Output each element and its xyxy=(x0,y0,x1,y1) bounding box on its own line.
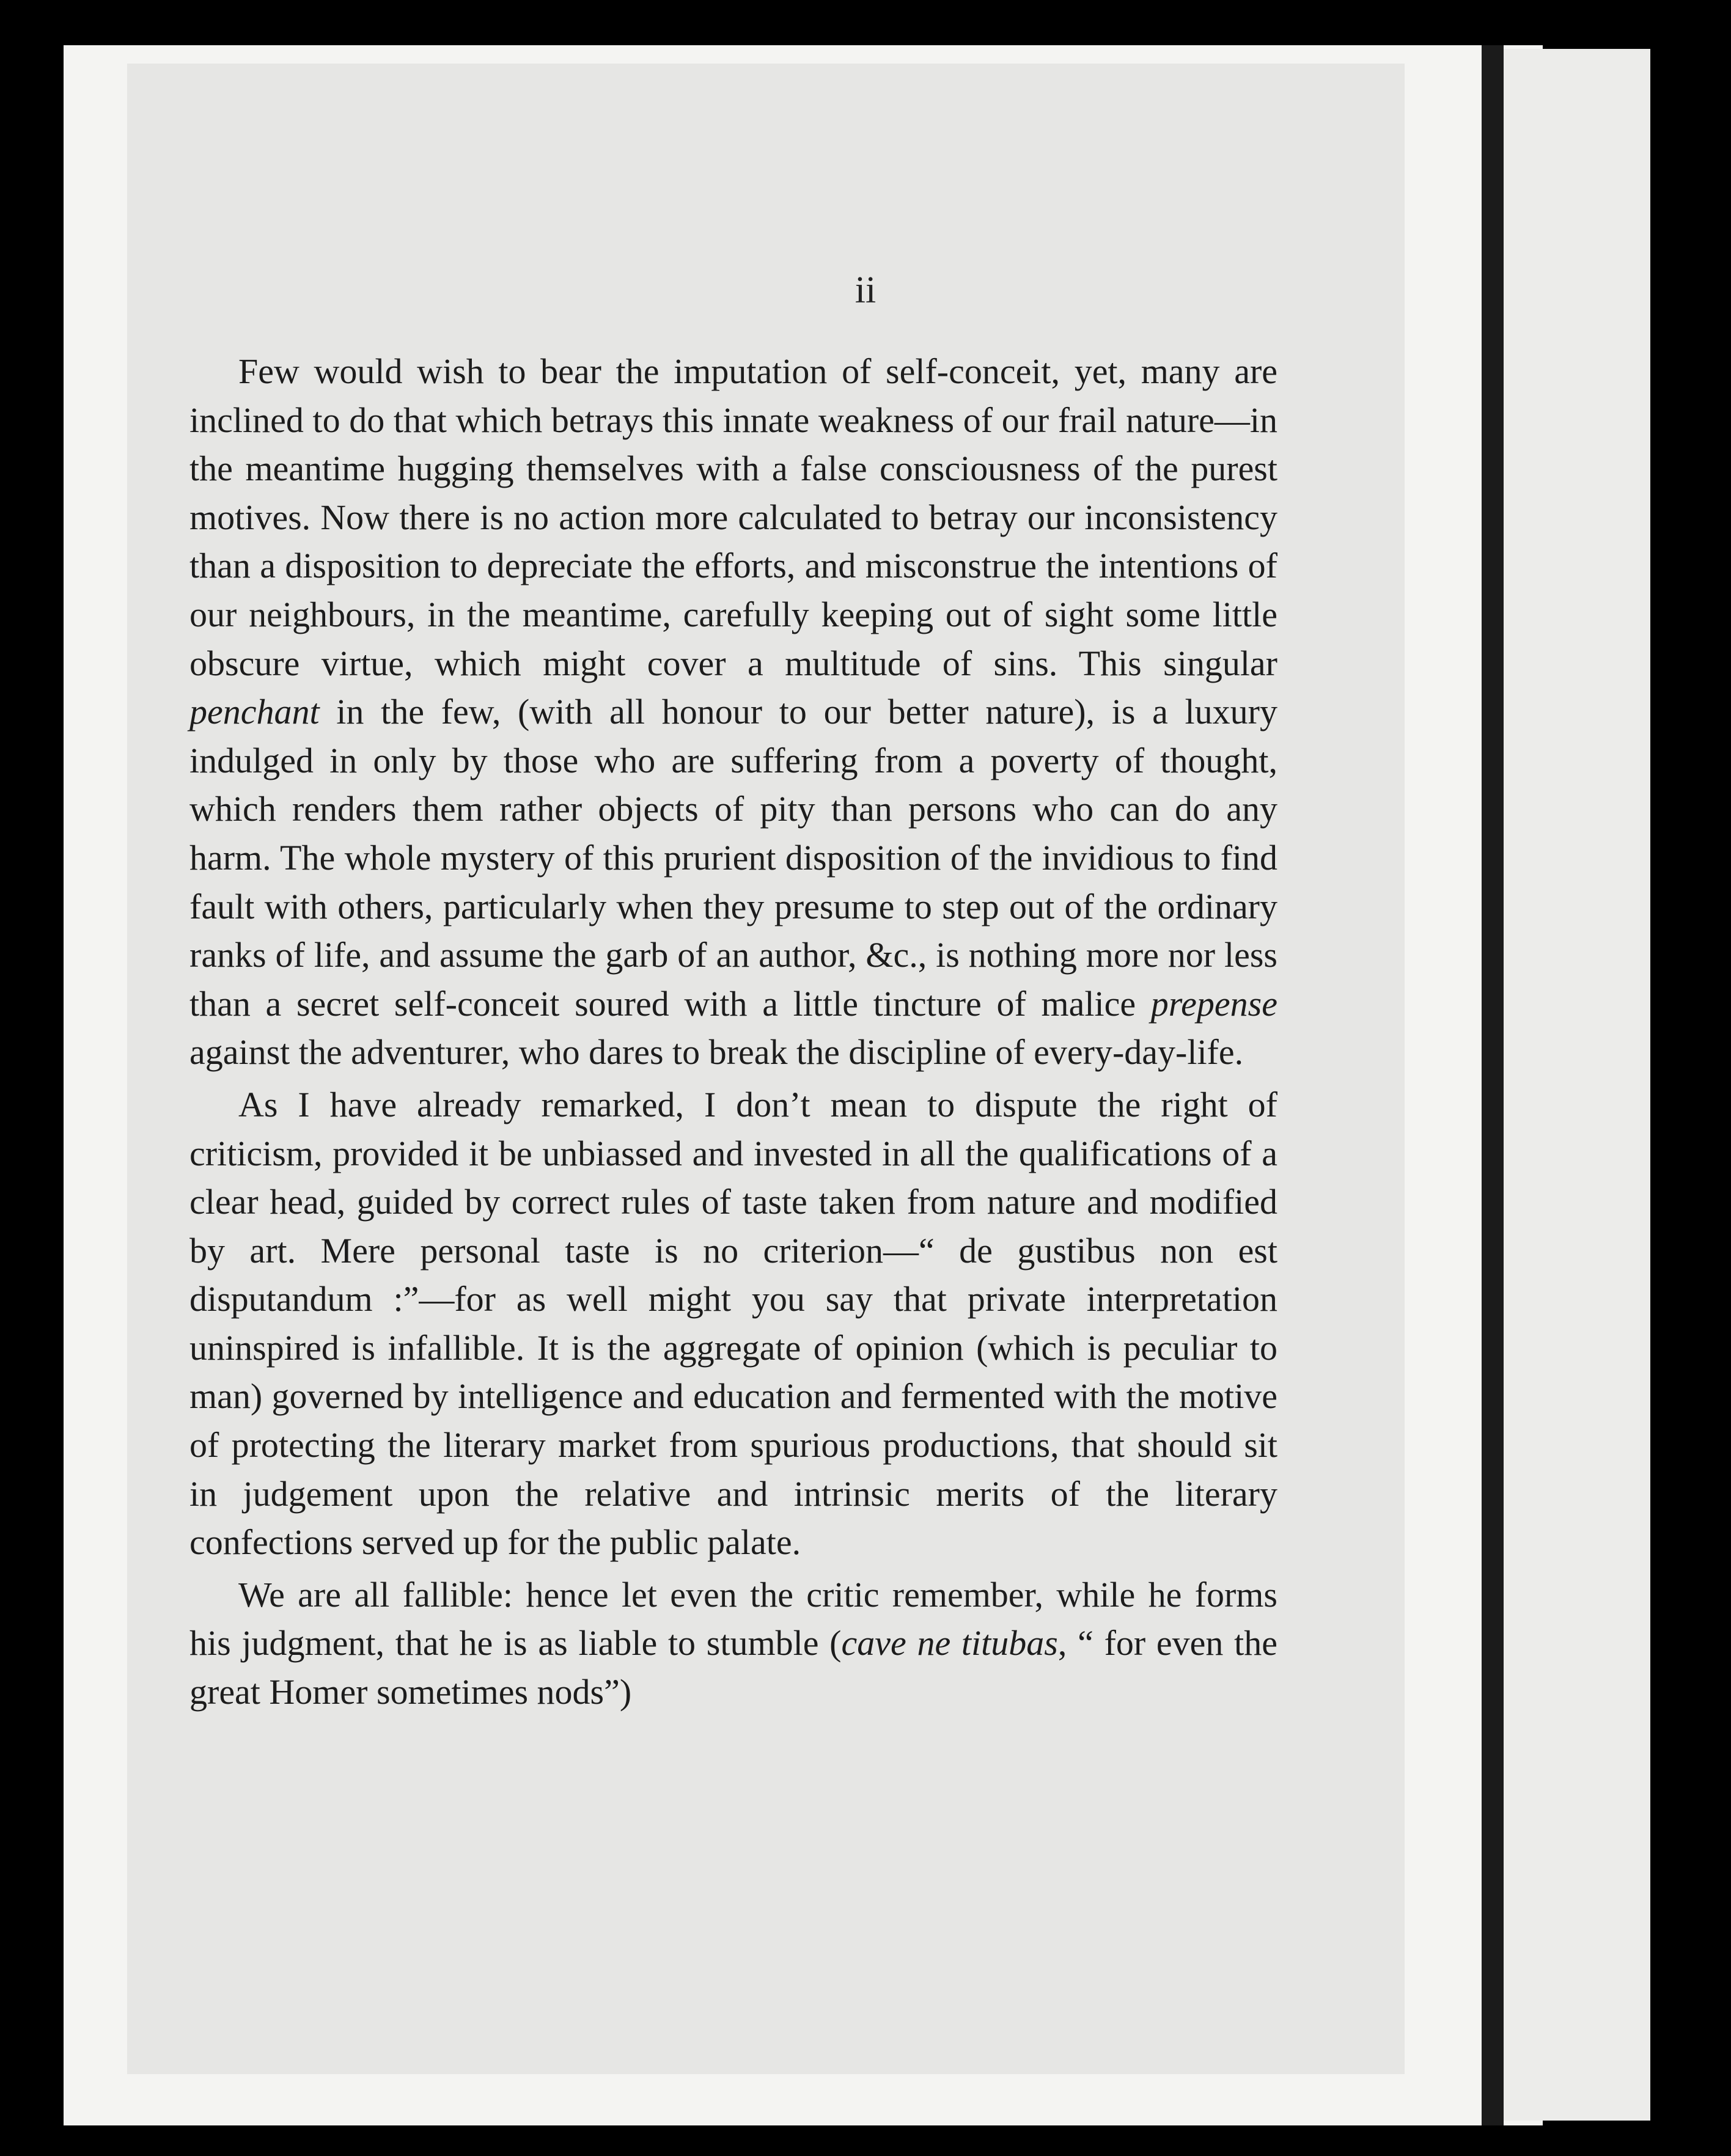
book-gutter xyxy=(1482,45,1504,2125)
text-run: , “ for even the great Homer sometimes nods”) xyxy=(189,1623,1278,1712)
facing-page-edge xyxy=(1504,49,1650,2121)
paragraph-3 xyxy=(189,1571,1277,1717)
italic-phrase: prepense xyxy=(1150,983,1277,1024)
body-text xyxy=(189,347,1277,1717)
text-run: As I have already remarked, I don’t mean to dispute the right of criticism, provided it be unbiassed and invested in all the qualifications of a clear head, guided by correct rules of taste taken from nature and modified by art. Mere personal taste is no criterion—“ de gustibus non est disputandum :”—for as well might you say that private interpretation uninspired is infallible. It is the aggregate of opinion (which is peculiar to man) governed by intelligence and education and fermented with the motive of protecting the literary market from spurious productions, that should sit in judgement upon the relative and intrinsic merits of the literary confections served up for the public palate. xyxy=(189,1084,1277,1563)
text-run: in the few, (with all honour to our better nature), is a luxury indulged in only by those who are suffering from a poverty of thought, which renders them rather objects of pity than persons who can do any harm. The whole mystery of this prurient disposition of the invidious to find fault with others, particularly when they presume to step out of the ordinary ranks of life, and assume the garb of an author, &c., is nothing more nor less than a secret self-conceit soured with a little tincture of malice xyxy=(189,692,1277,1024)
text-run: Few would wish to bear the imputation of self-conceit, yet, many are inclined to do that which betrays this innate weakness of our frail nature—in the meantime hugging themselves with a false consciousness of the purest motives. Now there is no action more calculated to betray our inconsistency than a disposition to depreciate the efforts, and misconstrue the intentions of our neighbours, in the meantime, carefully keeping out of sight some little obscure virtue, which might cover a multitude of sins. This singular xyxy=(189,351,1277,683)
italic-phrase: cave ne titubas xyxy=(841,1623,1058,1663)
scan-right-border xyxy=(1650,45,1731,2156)
text-run: We are all fallible: hence let even the critic remember, while he forms his judgment, that he is as liable to stumble ( xyxy=(189,1574,1277,1663)
paragraph-1 xyxy=(189,347,1277,1077)
text-run: against the adventurer, who dares to break the discipline of every-day-life. xyxy=(189,1032,1244,1072)
page-number: ii xyxy=(854,270,877,311)
paragraph-2 xyxy=(189,1080,1277,1567)
italic-phrase: penchant xyxy=(189,692,320,732)
scan-top-border xyxy=(0,0,1731,45)
